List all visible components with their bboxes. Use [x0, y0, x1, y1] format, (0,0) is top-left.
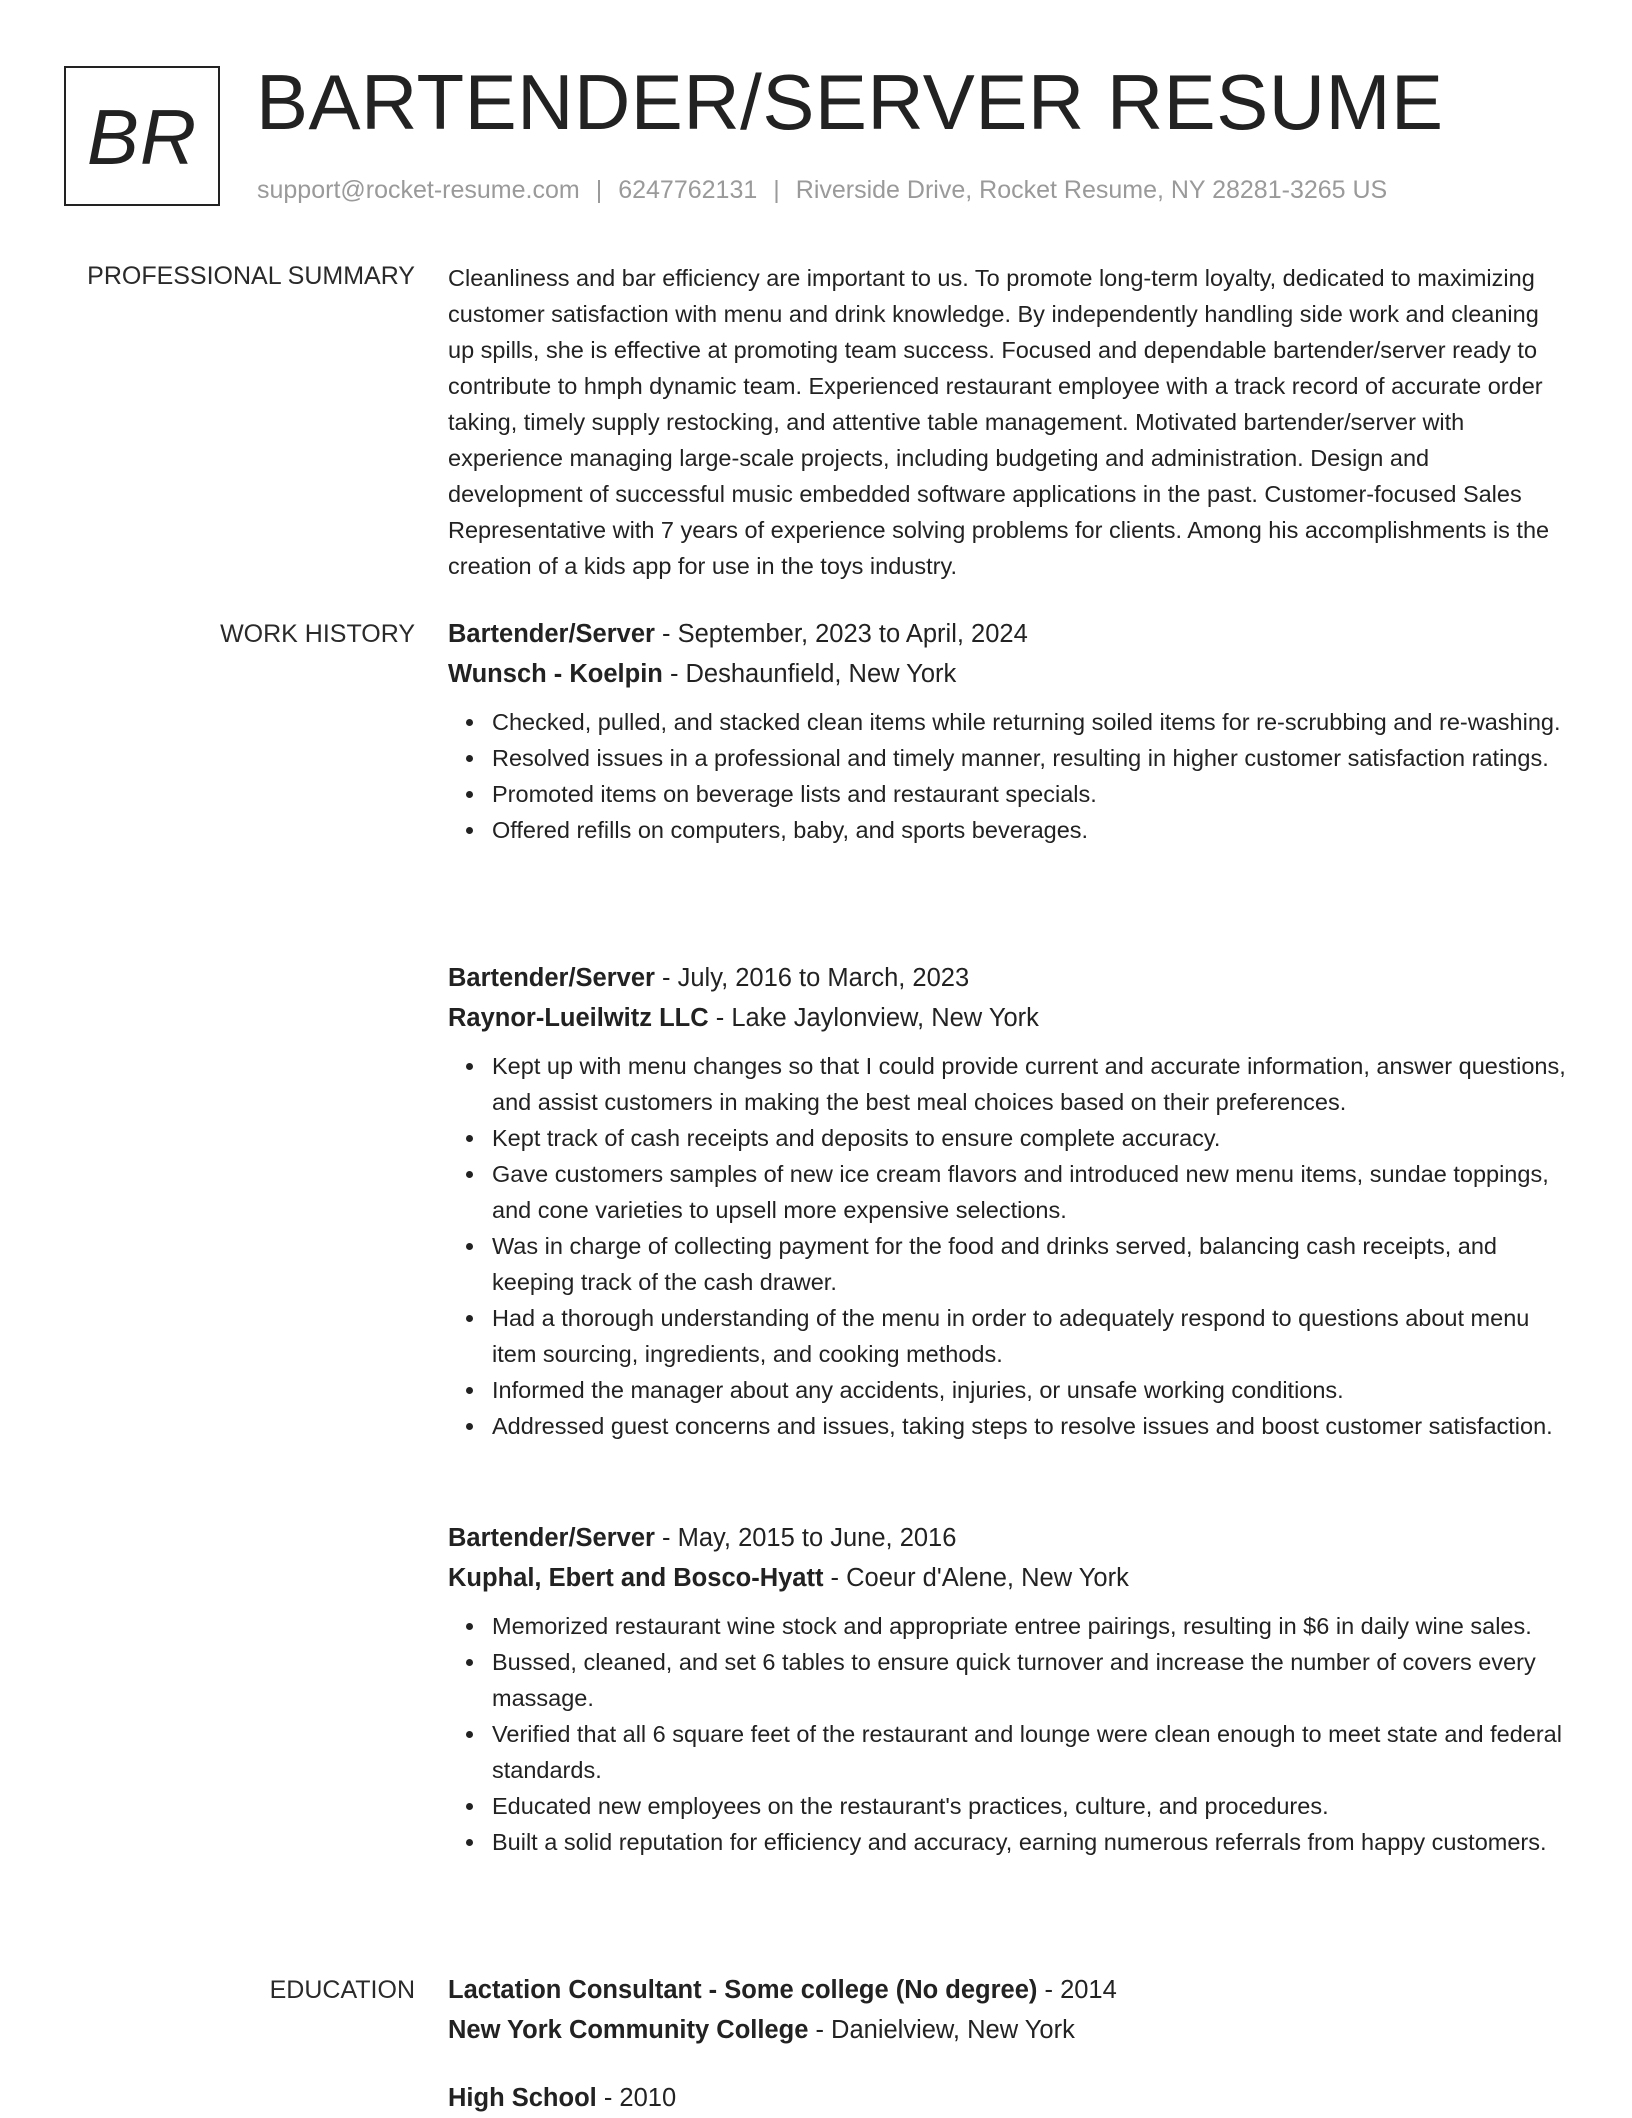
education-school: New York Community College	[448, 2016, 809, 2044]
list-item: Resolved issues in a professional and timely manner, resulting in higher customer satisfaction ratings.	[492, 740, 1568, 776]
job-bullets	[448, 1608, 1568, 1860]
list-item: Checked, pulled, and stacked clean items while returning soiled items for re-scrubbing and re-washing.	[492, 704, 1568, 740]
education-degree: High School	[448, 2084, 597, 2112]
job-company: Kuphal, Ebert and Bosco-Hyatt	[448, 1564, 824, 1592]
contact-line	[257, 174, 1387, 206]
list-item: Gave customers samples of new ice cream flavors and introduced new menu items, sundae toppings, and cone varieties to upsell more expensive selections.	[492, 1156, 1568, 1228]
list-item: Memorized restaurant wine stock and appropriate entree pairings, resulting in $6 in daily wine sales.	[492, 1608, 1568, 1644]
summary-text: Cleanliness and bar efficiency are important to us. To promote long-term loyalty, dedicated to maximizing customer satisfaction with menu and drink knowledge. By independently handling side work and cleaning up spills, she is effective at promoting team success. Focused and dependable bartender/server ready to contribute to hmph dynamic team. Experienced restaurant employee with a track record of accurate order taking, timely supply restocking, and attentive table management. Motivated bartender/server with experience managing large-scale projects, including budgeting and administration. Design and development of successful music embedded software applications in the past. Customer-focused Sales Representative with 7 years of experience solving problems for clients. Among his accomplishments is the creation of a kids app for use in the toys industry.	[448, 265, 1550, 579]
list-item: Verified that all 6 square feet of the restaurant and lounge were clean enough to meet state and federal standards.	[492, 1716, 1568, 1788]
contact-separator: |	[773, 176, 780, 204]
list-item: Kept up with menu changes so that I could provide current and accurate information, answer questions, and assist customers in making the best meal choices based on their preferences.	[492, 1048, 1568, 1120]
list-item: Bussed, cleaned, and set 6 tables to ensure quick turnover and increase the number of covers every massage.	[492, 1644, 1568, 1716]
list-item: Promoted items on beverage lists and restaurant specials.	[492, 776, 1568, 812]
education-year: - 2010	[596, 2084, 677, 2112]
job-title-line	[448, 1518, 1568, 1558]
list-item: Had a thorough understanding of the menu in order to adequately respond to questions about menu item sourcing, ingredients, and cooking methods.	[492, 1300, 1568, 1372]
job-company: Raynor-Lueilwitz LLC	[448, 1004, 709, 1032]
job-title: Bartender/Server	[448, 964, 655, 992]
section-label-work: WORK HISTORY	[220, 620, 415, 648]
job-bullets	[448, 704, 1568, 848]
list-item: Educated new employees on the restaurant's practices, culture, and procedures.	[492, 1788, 1568, 1824]
job-location: - Coeur d'Alene, New York	[823, 1564, 1129, 1592]
job-title-line	[448, 614, 1568, 654]
job-company-line	[448, 998, 1568, 1038]
education-degree: Lactation Consultant - Some college (No degree)	[448, 1976, 1038, 2004]
list-item: Informed the manager about any accidents, injuries, or unsafe working conditions.	[492, 1372, 1568, 1408]
section-label-education: EDUCATION	[269, 1976, 415, 2004]
job-dates: - May, 2015 to June, 2016	[654, 1524, 957, 1552]
job-company-line	[448, 654, 1568, 694]
contact-separator: |	[595, 176, 603, 204]
contact-email[interactable]: support@rocket-resume.com	[257, 176, 580, 204]
list-item: Was in charge of collecting payment for the food and drinks served, balancing cash receipts, and keeping track of the cash drawer.	[492, 1228, 1568, 1300]
education-degree-line	[448, 2078, 1568, 2118]
job-dates: - July, 2016 to March, 2023	[654, 964, 970, 992]
education-degree-line	[448, 1970, 1568, 2010]
job-entry-1	[448, 614, 1568, 848]
education-school-line	[448, 2010, 1568, 2050]
job-entry-3	[448, 1518, 1568, 1860]
section-label-summary: PROFESSIONAL SUMMARY	[87, 262, 415, 290]
monogram-box	[64, 66, 220, 206]
job-location: - Lake Jaylonview, New York	[708, 1004, 1039, 1032]
job-location: - Deshaunfield, New York	[662, 660, 957, 688]
education-year: - 2014	[1037, 1976, 1117, 2004]
summary-section	[448, 260, 1568, 584]
contact-address: Riverside Drive, Rocket Resume, NY 28281-3265 US	[795, 176, 1388, 204]
monogram-initials: BR	[86, 92, 198, 181]
list-item: Addressed guest concerns and issues, taking steps to resolve issues and boost customer satisfaction.	[492, 1408, 1568, 1444]
job-entry-2	[448, 958, 1568, 1444]
education-entry-2	[448, 2078, 1568, 2118]
job-title: Bartender/Server	[448, 620, 655, 648]
list-item: Kept track of cash receipts and deposits to ensure complete accuracy.	[492, 1120, 1568, 1156]
list-item: Built a solid reputation for efficiency and accuracy, earning numerous referrals from happy customers.	[492, 1824, 1568, 1860]
job-title: Bartender/Server	[448, 1524, 655, 1552]
resume-title: BARTENDER/SERVER RESUME	[256, 58, 1444, 146]
job-title-line	[448, 958, 1568, 998]
list-item: Offered refills on computers, baby, and sports beverages.	[492, 812, 1568, 848]
education-entry-1	[448, 1970, 1568, 2050]
job-company: Wunsch - Koelpin	[448, 660, 663, 688]
job-bullets	[448, 1048, 1568, 1444]
education-location: - Danielview, New York	[808, 2016, 1075, 2044]
job-company-line	[448, 1558, 1568, 1598]
contact-phone[interactable]: 6247762131	[618, 176, 758, 204]
job-dates: - September, 2023 to April, 2024	[654, 620, 1028, 648]
